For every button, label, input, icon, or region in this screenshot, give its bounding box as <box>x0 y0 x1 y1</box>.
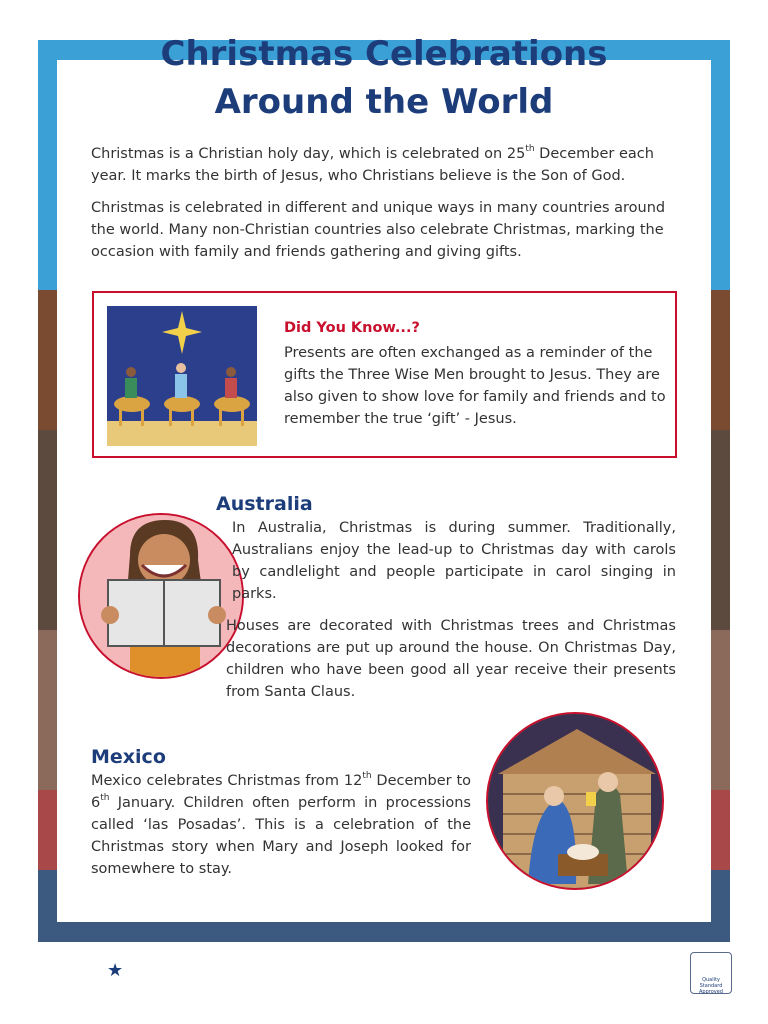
did-you-know-box <box>92 291 677 458</box>
australia-heading: Australia <box>216 493 313 515</box>
nativity-illustration <box>486 712 664 890</box>
page-title <box>57 30 711 126</box>
title-line-1: Christmas Celebrations <box>160 34 608 74</box>
intro-paragraph-2: Christmas is celebrated in different and unique ways in many countries around the world. Many non-Christian countries also celebrate Christmas, marking the occasion with family and friends gathering and giving gifts. <box>91 200 666 260</box>
quality-badge <box>690 952 732 994</box>
did-you-know-text: Presents are often exchanged as a reminder of the gifts the Three Wise Men brought to Jesus. They are also given to show love for family and friends and to remember the true ‘gift’ - Jesus. <box>284 345 666 427</box>
intro-paragraph-1: Christmas is a Christian holy day, which is celebrated on 25th December each year. It marks the birth of Jesus, who Christians believe is the Son of God. <box>91 144 654 184</box>
star-icon: ★ <box>107 960 124 981</box>
quality-badge-text: Quality Standard Approved <box>699 977 723 995</box>
australia-illustration <box>78 513 244 679</box>
three-wise-men-illustration <box>107 306 257 446</box>
did-you-know-title: Did You Know...? <box>284 320 420 336</box>
mexico-paragraph: Mexico celebrates Christmas from 12th December to 6th January. Children often perform in processions called ‘las Posadas’. This is a celebration of the Christmas story when Mary and Joseph looked for somewhere to stay. <box>91 771 471 877</box>
australia-paragraph-1: In Australia, Christmas is during summer. Traditionally, Australians enjoy the lead-up to Christmas day with carols by candlelight and people participate in carol singing in parks. <box>232 520 676 602</box>
australia-paragraph-2: Houses are decorated with Christmas trees and Christmas decorations are put up around the house. On Christmas Day, children who have been good all year receive their presents from Santa Claus. <box>226 618 676 700</box>
title-line-2: Around the World <box>214 82 554 122</box>
mexico-heading: Mexico <box>91 746 166 768</box>
